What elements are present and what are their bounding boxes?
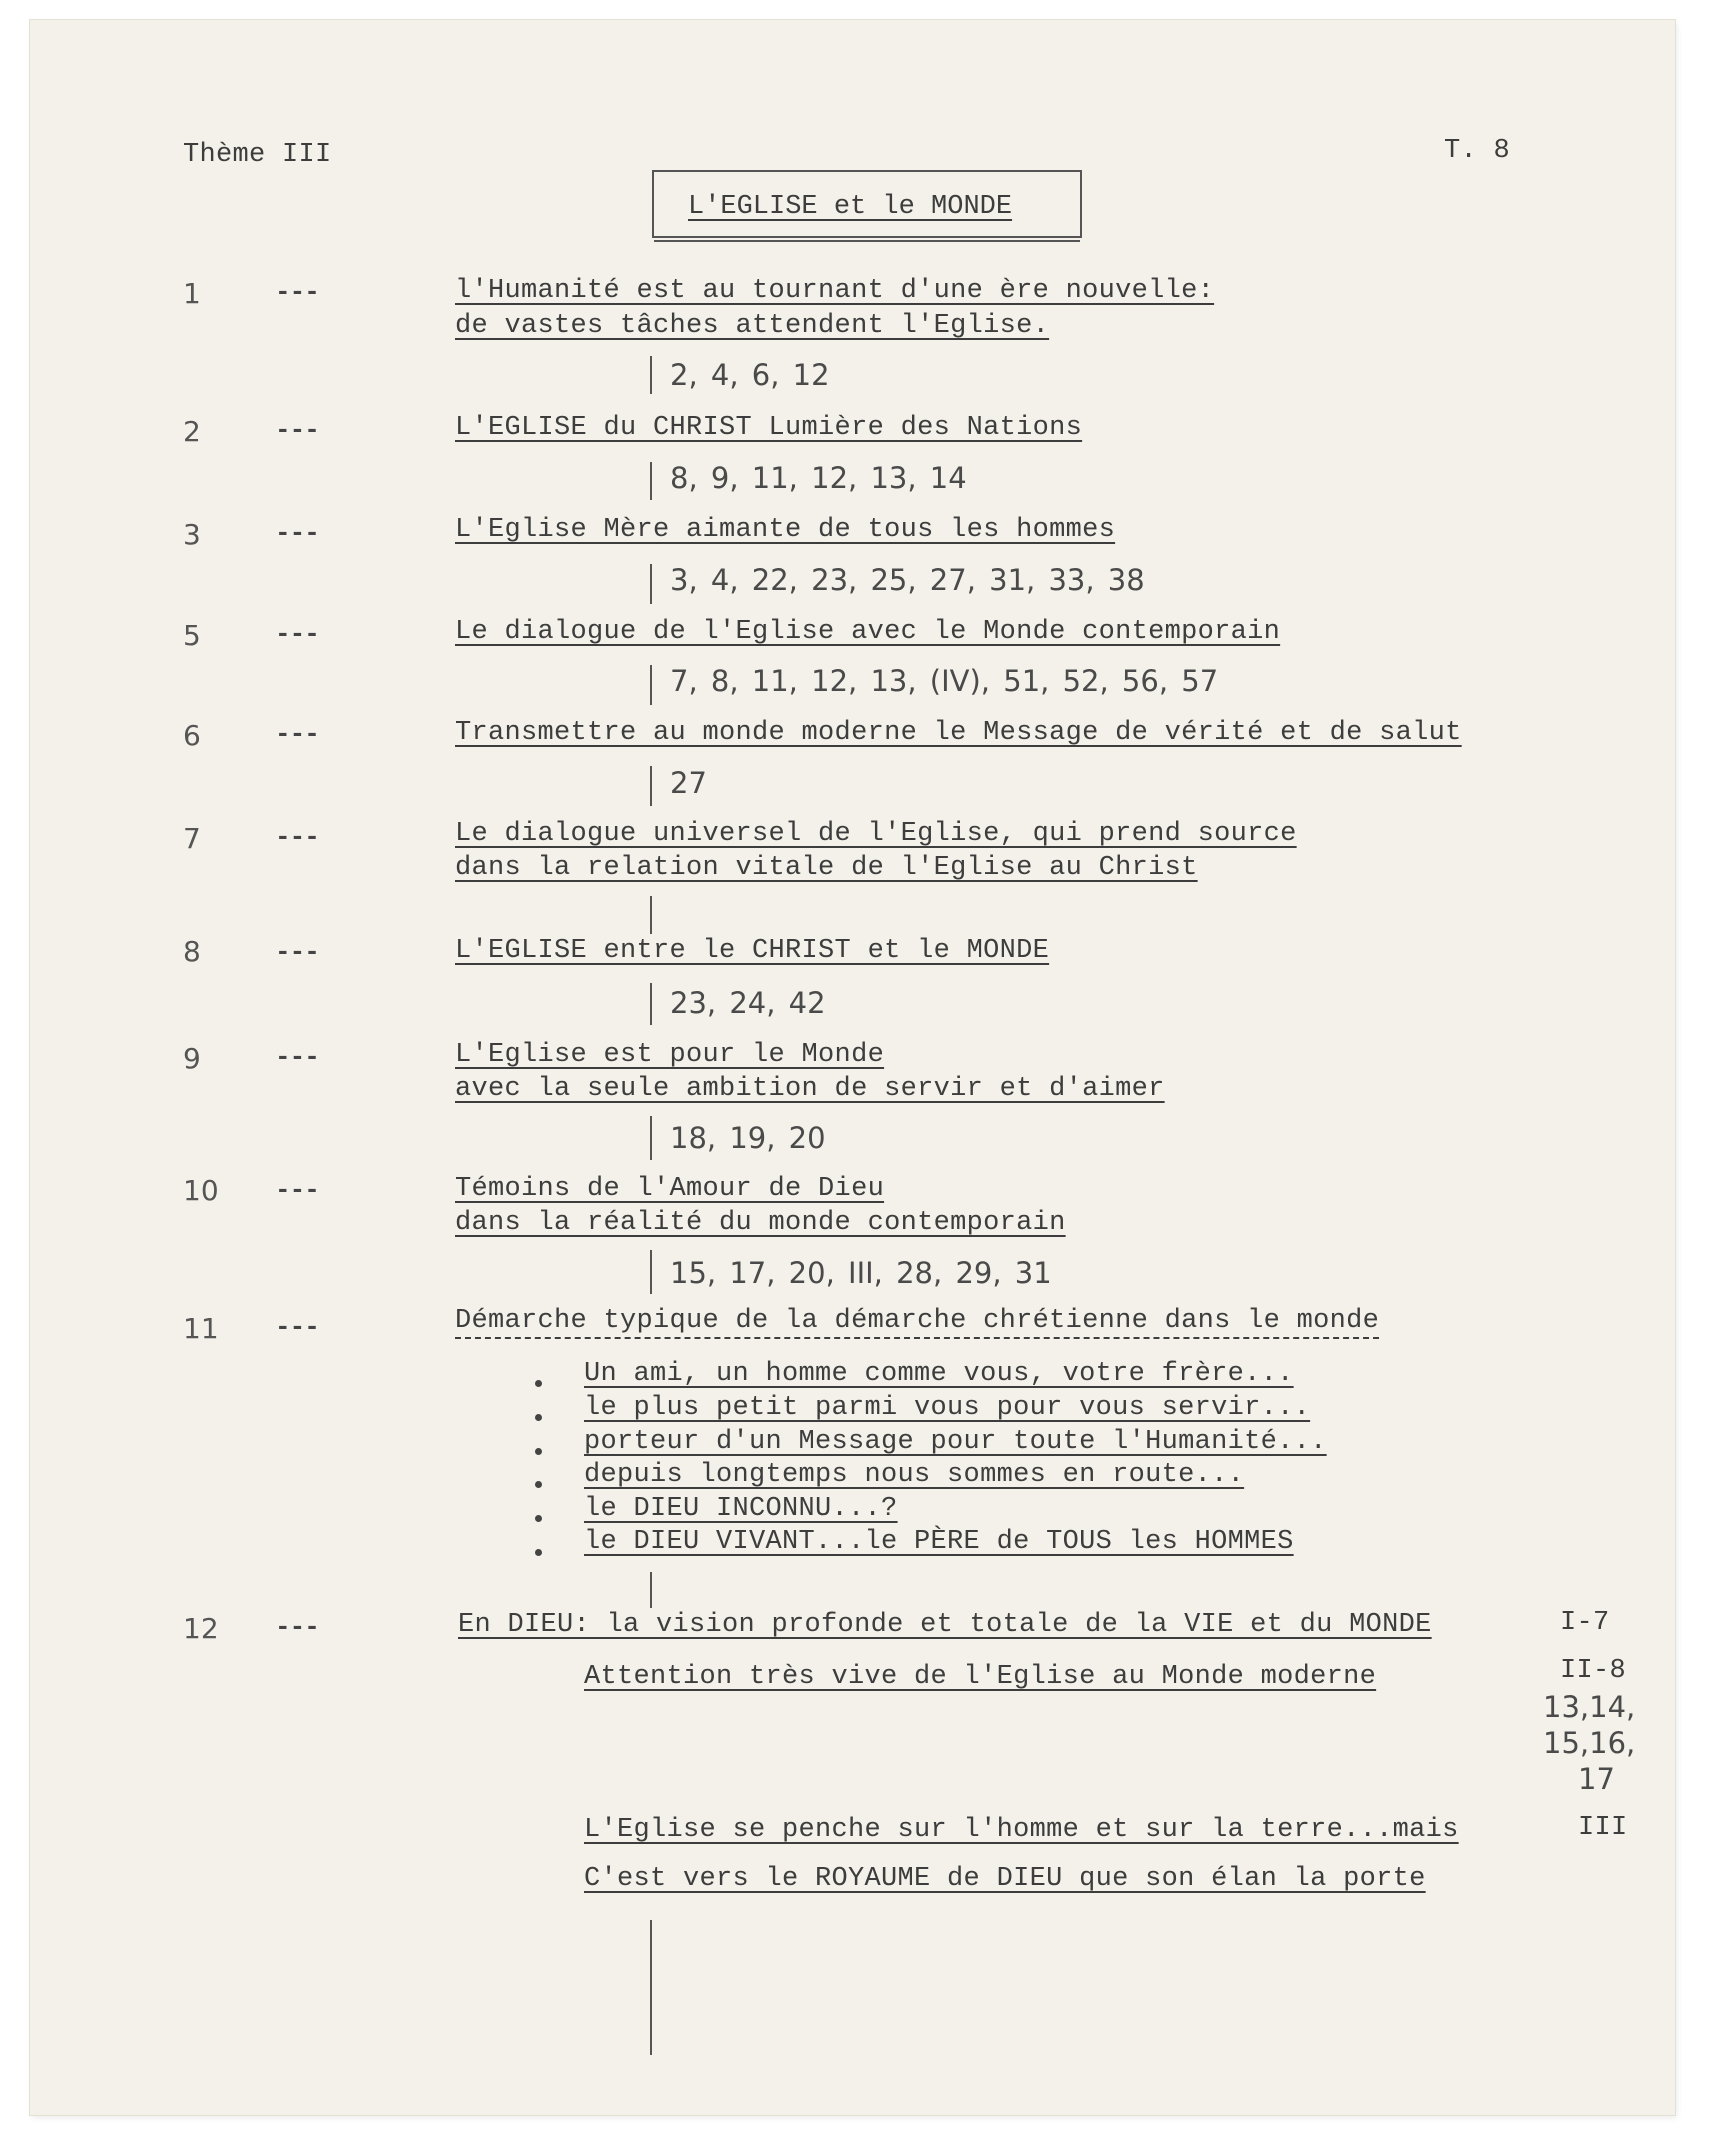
bullet-item: depuis longtemps nous sommes en route... [584,1460,1245,1490]
entry-line: dans la relation vitale de l'Eglise au Christ [455,853,1198,883]
entry-dash: --- [275,1312,319,1342]
entry-dash: --- [275,822,319,852]
entry-number: 10 [183,1174,219,1207]
sub-line: Attention très vive de l'Eglise au Monde moderne [584,1662,1377,1692]
bullet-dot [535,1414,542,1421]
bullet-item: le plus petit parmi vous pour vous servir... [584,1393,1311,1423]
entry-line: avec la seule ambition de servir et d'aimer [455,1074,1165,1104]
entry-number: 12 [183,1612,219,1645]
bullet-dot [535,1448,542,1455]
entry-number: 8 [183,935,201,968]
bullet-item: le DIEU INCONNU...? [584,1494,898,1524]
bullet-dot [535,1515,542,1522]
reference-bar [650,1116,652,1160]
entry-dash: --- [275,937,319,967]
entry-line: L'Eglise est pour le Monde [455,1040,885,1070]
reference-bar [650,356,652,394]
handwritten-reference: 15,16, [1543,1726,1636,1760]
entry-number: 1 [183,277,201,310]
reference-bar [650,665,652,705]
entry-number: 7 [183,822,201,855]
chapter-reference: I-7 [1560,1608,1610,1638]
page-number: T. 8 [1444,136,1511,166]
reference-bar [650,983,652,1025]
entry-number: 5 [183,619,201,652]
entry-number: 2 [183,415,201,448]
entry-dash: --- [275,1612,319,1642]
entry-number: 6 [183,719,201,752]
entry-line: Transmettre au monde moderne le Message de vérité et de salut [455,718,1462,748]
reference-bar [650,1920,652,2055]
handwritten-reference: 13,14, [1543,1690,1636,1724]
handwritten-reference: 17 [1578,1762,1615,1796]
chapter-reference: III [1578,1813,1628,1843]
entry-references: 3, 4, 22, 23, 25, 27, 31, 33, 38 [670,563,1145,597]
entry-references: 18, 19, 20 [670,1121,826,1155]
entry-references: 23, 24, 42 [670,986,826,1020]
bullet-item: porteur d'un Message pour toute l'Humanité... [584,1427,1327,1457]
reference-bar [650,462,652,500]
entry-line: Témoins de l'Amour de Dieu [455,1174,885,1204]
entry-dash: --- [275,719,319,749]
entry-dash: --- [275,277,319,307]
entry-references: 8, 9, 11, 12, 13, 14 [670,461,967,495]
entry-line: dans la réalité du monde contemporain [455,1208,1066,1238]
entry-number: 9 [183,1042,201,1075]
entry-references: 7, 8, 11, 12, 13, (IV), 51, 52, 56, 57 [670,664,1219,698]
entry-line: Le dialogue universel de l'Eglise, qui prend source [455,819,1297,849]
reference-bar [650,1572,652,1608]
entry-dash: --- [275,518,319,548]
chapter-reference: II-8 [1560,1656,1627,1686]
bullet-dot [535,1549,542,1556]
entry-line: L'EGLISE du CHRIST Lumière des Nations [455,413,1083,443]
bullet-dot [535,1380,542,1387]
entry-dash: --- [275,415,319,445]
entry-line: L'Eglise Mère aimante de tous les hommes [455,515,1116,545]
entry-line: Démarche typique de la démarche chrétienne dans le monde [455,1306,1380,1336]
bullet-item: Un ami, un homme comme vous, votre frère... [584,1359,1294,1389]
reference-bar [650,1250,652,1294]
entry-line: l'Humanité est au tournant d'une ère nouvelle: [455,276,1215,306]
reference-bar [650,896,652,934]
entry-line: En DIEU: la vision profonde et totale de la VIE et du MONDE [458,1610,1432,1640]
sub-line: C'est vers le ROYAUME de DIEU que son élan la porte [584,1864,1426,1894]
entry-references: 27 [670,766,707,800]
entry-number: 11 [183,1312,219,1345]
reference-bar [650,564,652,604]
theme-label: Thème III [183,140,332,170]
bullet-item: le DIEU VIVANT...le PÈRE de TOUS les HOMMES [584,1527,1294,1557]
entry-dash: --- [275,1175,319,1205]
entry-references: 2, 4, 6, 12 [670,358,830,392]
entry-references: 15, 17, 20, III, 28, 29, 31 [670,1256,1052,1290]
entry-line: de vastes tâches attendent l'Eglise. [455,311,1050,341]
page-title: L'EGLISE et le MONDE [688,192,1013,222]
entry-dash: --- [275,1042,319,1072]
entry-line: L'EGLISE entre le CHRIST et le MONDE [455,936,1050,966]
entry-line: Le dialogue de l'Eglise avec le Monde contemporain [455,617,1281,647]
entry-dash: --- [275,619,319,649]
reference-bar [650,766,652,806]
sub-line: L'Eglise se penche sur l'homme et sur la terre...mais [584,1815,1459,1845]
entry-number: 3 [183,518,201,551]
bullet-dot [535,1481,542,1488]
